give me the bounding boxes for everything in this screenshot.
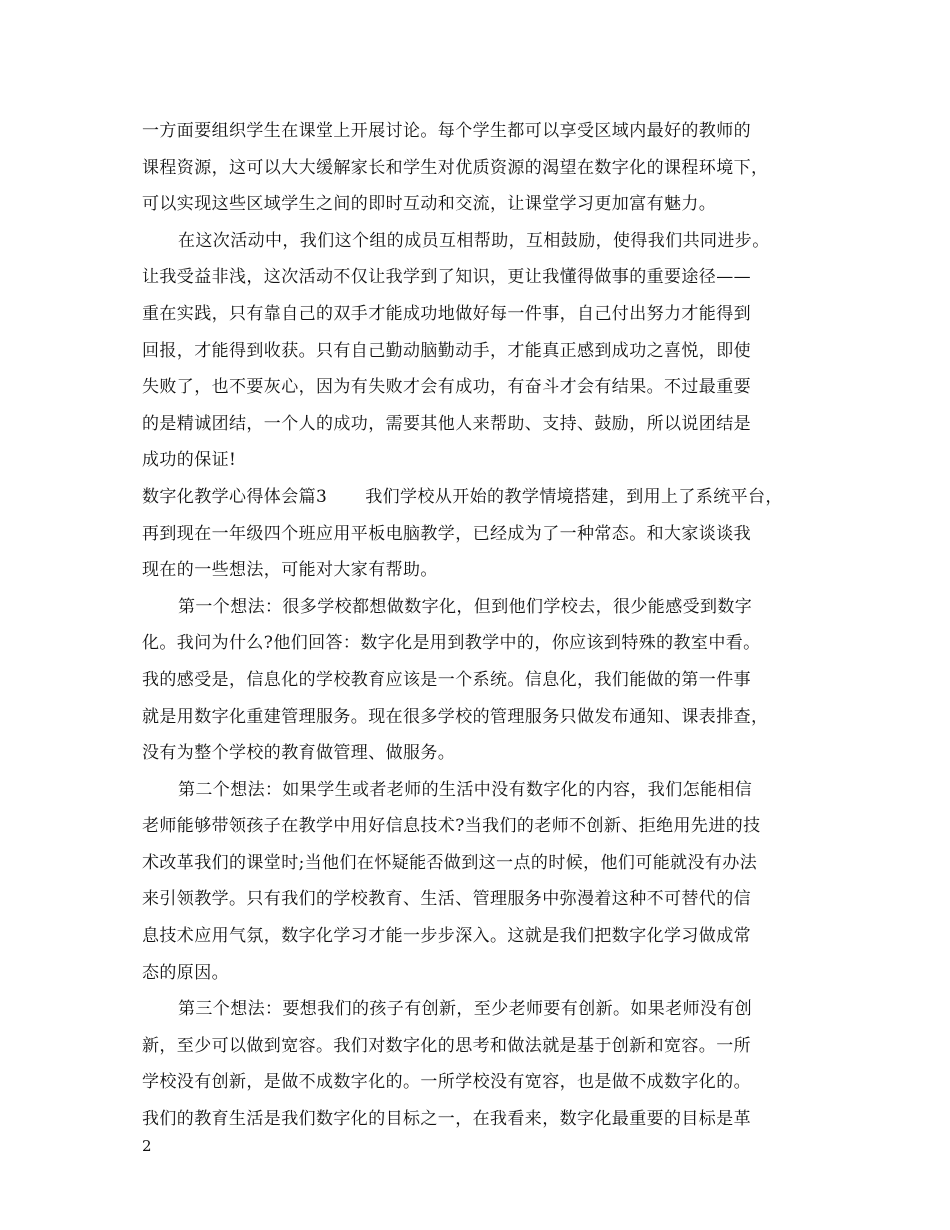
text-line: 来引领教学。只有我们的学校教育、生活、管理服务中弥漫着这种不可替代的信 xyxy=(142,889,751,910)
section-first-text: 我们学校从开始的教学情境搭建，到用上了系统平台， xyxy=(365,486,783,507)
text-line: 我的感受是，信息化的学校教育应该是一个系统。信息化，我们能做的第一件事 xyxy=(142,669,751,690)
text-line: 的是精诚团结，一个人的成功，需要其他人来帮助、支持、鼓励，所以说团结是 xyxy=(142,413,751,434)
paragraph-start-line: 第一个想法：很多学校都想做数字化，但到他们学校去，很少能感受到数字 xyxy=(178,596,753,617)
text-line: 学校没有创新，是做不成数字化的。一所学校没有宽容，也是做不成数字化的。 xyxy=(142,1072,751,1093)
text-line: 现在的一些想法，可能对大家有帮助。 xyxy=(142,560,438,581)
text-line: 新，至少可以做到宽容。我们对数字化的思考和做法就是基于创新和宽容。一所 xyxy=(142,1035,751,1056)
text-line: 就是用数字化重建管理服务。现在很多学校的管理服务只做发布通知、课表排查， xyxy=(142,706,769,727)
paragraph-start-line: 第三个想法：要想我们的孩子有创新，至少老师要有创新。如果老师没有创 xyxy=(178,999,753,1020)
text-line: 成功的保证! xyxy=(142,450,237,471)
text-line: 老师能够带领孩子在教学中用好信息技术?当我们的老师不创新、拒绝用先进的技 xyxy=(142,816,761,837)
text-line: 我们的教育生活是我们数字化的目标之一，在我看来，数字化最重要的目标是革 xyxy=(142,1109,751,1130)
text-line: 回报，才能得到收获。只有自己勤动脑勤动手，才能真正感到成功之喜悦，即使 xyxy=(142,340,751,361)
text-line: 课程资源，这可以大大缓解家长和学生对优质资源的渴望在数字化的课程环境下， xyxy=(142,157,769,178)
page-number: 2 xyxy=(142,1137,152,1155)
text-line: 术改革我们的课堂时;当他们在怀疑能否做到这一点的时候，他们可能就没有办法 xyxy=(142,852,758,873)
text-line: 再到现在一年级四个班应用平板电脑教学，已经成为了一种常态。和大家谈谈我 xyxy=(142,523,751,544)
paragraph-start-line: 第二个想法：如果学生或者老师的生活中没有数字化的内容，我们怎能相信 xyxy=(178,779,753,800)
section-heading-line xyxy=(142,479,832,516)
text-line: 一方面要组织学生在课堂上开展讨论。每个学生都可以享受区域内最好的教师的 xyxy=(142,121,751,141)
text-line: 让我受益非浅，这次活动不仅让我学到了知识，更让我懂得做事的重要途径—— xyxy=(142,267,751,288)
paragraph-start-line: 在这次活动中，我们这个组的成员互相帮助，互相鼓励，使得我们共同进步。 xyxy=(178,230,770,251)
text-line: 失败了，也不要灰心，因为有失败才会有成功，有奋斗才会有结果。不过最重要 xyxy=(142,377,751,398)
text-line: 重在实践，只有靠自己的双手才能成功地做好每一件事，自己付出努力才能得到 xyxy=(142,303,751,324)
body-text xyxy=(142,113,832,1138)
section-title: 数字化教学心得体会篇3 xyxy=(142,486,328,507)
text-line: 可以实现这些区域学生之间的即时互动和交流，让课堂学习更加富有魅力。 xyxy=(142,194,717,215)
text-line: 没有为整个学校的教育做管理、做服务。 xyxy=(142,743,456,764)
text-line: 态的原因。 xyxy=(142,962,229,983)
text-line: 息技术应用气氛，数字化学习才能一步步深入。这就是我们把数字化学习做成常 xyxy=(142,926,751,947)
text-line: 化。我问为什么?他们回答：数字化是用到教学中的，你应该到特殊的教室中看。 xyxy=(142,633,761,654)
